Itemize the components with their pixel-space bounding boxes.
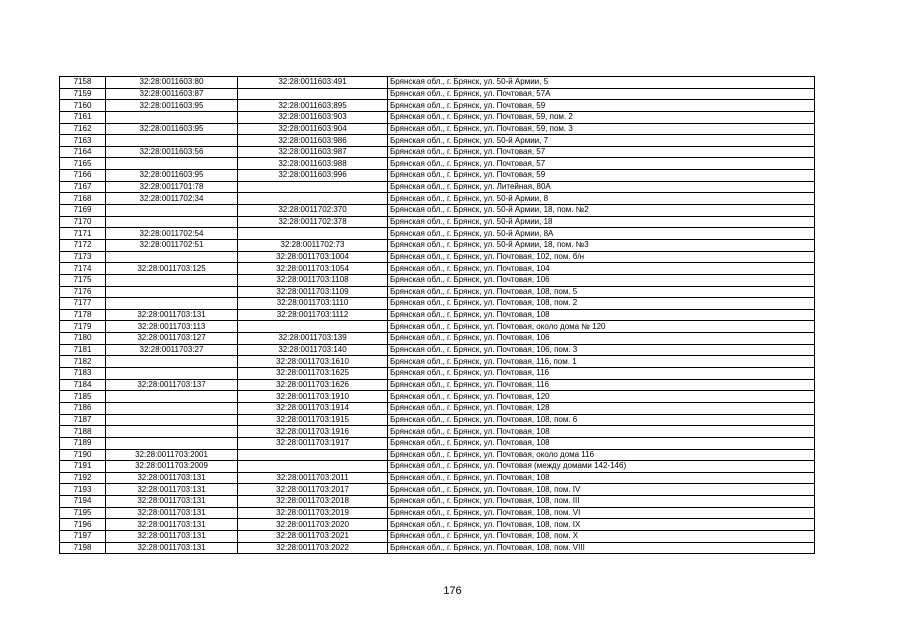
address-cell: Брянская обл., г. Брянск, ул. Почтовая, 108, пом. III	[388, 496, 815, 508]
table-row	[60, 356, 815, 368]
land-cadastral-number-cell: 32:28:0011603:95	[106, 100, 238, 112]
table-row	[60, 507, 815, 519]
row-number-cell: 7163	[60, 135, 106, 147]
row-number-cell: 7162	[60, 123, 106, 135]
address-cell: Брянская обл., г. Брянск, ул. Почтовая, 116, пом. 1	[388, 356, 815, 368]
address-cell: Брянская обл., г. Брянск, ул. Почтовая, 128	[388, 402, 815, 414]
object-cadastral-number-cell: 32:28:0011703:1916	[238, 426, 388, 438]
table-row	[60, 77, 815, 89]
land-cadastral-number-cell	[106, 274, 238, 286]
object-cadastral-number-cell: 32:28:0011703:1109	[238, 286, 388, 298]
table-row	[60, 286, 815, 298]
land-cadastral-number-cell	[106, 216, 238, 228]
table-row	[60, 274, 815, 286]
object-cadastral-number-cell: 32:28:0011603:988	[238, 158, 388, 170]
address-cell: Брянская обл., г. Брянск, ул. Почтовая, 108	[388, 426, 815, 438]
object-cadastral-number-cell: 32:28:0011703:2018	[238, 496, 388, 508]
table-row	[60, 414, 815, 426]
address-cell: Брянская обл., г. Брянск, ул. Почтовая, 116	[388, 368, 815, 380]
object-cadastral-number-cell: 32:28:0011703:2011	[238, 472, 388, 484]
address-cell: Брянская обл., г. Брянск, ул. 50-й Армии, 7	[388, 135, 815, 147]
address-cell: Брянская обл., г. Брянск, ул. Почтовая, 108, пом. 6	[388, 414, 815, 426]
table-row	[60, 251, 815, 263]
address-cell: Брянская обл., г. Брянск, ул. Почтовая, 106, пом. 3	[388, 344, 815, 356]
object-cadastral-number-cell	[238, 228, 388, 240]
table-row	[60, 437, 815, 449]
land-cadastral-number-cell: 32:28:0011703:137	[106, 379, 238, 391]
table-row	[60, 449, 815, 461]
object-cadastral-number-cell: 32:28:0011703:1110	[238, 298, 388, 310]
address-cell: Брянская обл., г. Брянск, ул. Почтовая, 59	[388, 170, 815, 182]
row-number-cell: 7167	[60, 181, 106, 193]
row-number-cell: 7190	[60, 449, 106, 461]
address-cell: Брянская обл., г. Брянск, ул. Почтовая, 106	[388, 274, 815, 286]
row-number-cell: 7192	[60, 472, 106, 484]
land-cadastral-number-cell	[106, 205, 238, 217]
row-number-cell: 7196	[60, 519, 106, 531]
address-cell: Брянская обл., г. Брянск, ул. Почтовая, 108	[388, 472, 815, 484]
table-row	[60, 228, 815, 240]
registry-table-body	[60, 77, 815, 554]
row-number-cell: 7166	[60, 170, 106, 182]
land-cadastral-number-cell: 32:28:0011703:127	[106, 333, 238, 345]
object-cadastral-number-cell: 32:28:0011703:140	[238, 344, 388, 356]
table-row	[60, 344, 815, 356]
row-number-cell: 7175	[60, 274, 106, 286]
object-cadastral-number-cell: 32:28:0011702:73	[238, 239, 388, 251]
object-cadastral-number-cell	[238, 321, 388, 333]
address-cell: Брянская обл., г. Брянск, ул. Почтовая, 108, пом. X	[388, 530, 815, 542]
table-row	[60, 135, 815, 147]
table-row	[60, 530, 815, 542]
row-number-cell: 7176	[60, 286, 106, 298]
object-cadastral-number-cell: 32:28:0011603:895	[238, 100, 388, 112]
row-number-cell: 7169	[60, 205, 106, 217]
object-cadastral-number-cell	[238, 449, 388, 461]
table-row	[60, 158, 815, 170]
object-cadastral-number-cell: 32:28:0011603:987	[238, 146, 388, 158]
row-number-cell: 7173	[60, 251, 106, 263]
land-cadastral-number-cell: 32:28:0011603:56	[106, 146, 238, 158]
row-number-cell: 7182	[60, 356, 106, 368]
object-cadastral-number-cell: 32:28:0011603:996	[238, 170, 388, 182]
land-cadastral-number-cell	[106, 298, 238, 310]
object-cadastral-number-cell: 32:28:0011603:986	[238, 135, 388, 147]
table-row	[60, 321, 815, 333]
address-cell: Брянская обл., г. Брянск, ул. 50-й Армии, 5	[388, 77, 815, 89]
table-row	[60, 519, 815, 531]
land-cadastral-number-cell: 32:28:0011703:2009	[106, 461, 238, 473]
object-cadastral-number-cell: 32:28:0011603:904	[238, 123, 388, 135]
object-cadastral-number-cell: 32:28:0011703:1626	[238, 379, 388, 391]
land-cadastral-number-cell: 32:28:0011703:131	[106, 530, 238, 542]
address-cell: Брянская обл., г. Брянск, ул. Почтовая (между домами 142-146)	[388, 461, 815, 473]
table-row	[60, 88, 815, 100]
object-cadastral-number-cell: 32:28:0011603:491	[238, 77, 388, 89]
land-cadastral-number-cell: 32:28:0011603:95	[106, 170, 238, 182]
row-number-cell: 7189	[60, 437, 106, 449]
row-number-cell: 7185	[60, 391, 106, 403]
object-cadastral-number-cell: 32:28:0011703:1910	[238, 391, 388, 403]
row-number-cell: 7195	[60, 507, 106, 519]
table-row	[60, 484, 815, 496]
object-cadastral-number-cell: 32:28:0011703:2020	[238, 519, 388, 531]
object-cadastral-number-cell: 32:28:0011703:139	[238, 333, 388, 345]
table-row	[60, 100, 815, 112]
land-cadastral-number-cell: 32:28:0011703:113	[106, 321, 238, 333]
row-number-cell: 7197	[60, 530, 106, 542]
address-cell: Брянская обл., г. Брянск, ул. Почтовая, 108, пом. VIII	[388, 542, 815, 554]
page-number: 176	[443, 585, 462, 597]
address-cell: Брянская обл., г. Брянск, ул. 50-й Армии, 8	[388, 193, 815, 205]
land-cadastral-number-cell: 32:28:0011702:51	[106, 239, 238, 251]
address-cell: Брянская обл., г. Брянск, ул. Почтовая, около дома 116	[388, 449, 815, 461]
row-number-cell: 7186	[60, 402, 106, 414]
table-row	[60, 181, 815, 193]
address-cell: Брянская обл., г. Брянск, ул. Почтовая, 57А	[388, 88, 815, 100]
table-row	[60, 368, 815, 380]
land-cadastral-number-cell: 32:28:0011703:131	[106, 484, 238, 496]
object-cadastral-number-cell: 32:28:0011703:1915	[238, 414, 388, 426]
address-cell: Брянская обл., г. Брянск, ул. Почтовая, 108	[388, 437, 815, 449]
land-cadastral-number-cell	[106, 414, 238, 426]
object-cadastral-number-cell: 32:28:0011703:1625	[238, 368, 388, 380]
row-number-cell: 7188	[60, 426, 106, 438]
land-cadastral-number-cell: 32:28:0011703:131	[106, 519, 238, 531]
land-cadastral-number-cell	[106, 356, 238, 368]
address-cell: Брянская обл., г. Брянск, ул. 50-й Армии, 18	[388, 216, 815, 228]
object-cadastral-number-cell: 32:28:0011703:1914	[238, 402, 388, 414]
object-cadastral-number-cell: 32:28:0011703:1108	[238, 274, 388, 286]
table-row	[60, 379, 815, 391]
land-cadastral-number-cell: 32:28:0011703:131	[106, 542, 238, 554]
row-number-cell: 7179	[60, 321, 106, 333]
address-cell: Брянская обл., г. Брянск, ул. Почтовая, 106	[388, 333, 815, 345]
object-cadastral-number-cell: 32:28:0011703:2019	[238, 507, 388, 519]
land-cadastral-number-cell: 32:28:0011703:131	[106, 472, 238, 484]
address-cell: Брянская обл., г. Брянск, ул. Почтовая, 59	[388, 100, 815, 112]
land-cadastral-number-cell: 32:28:0011703:131	[106, 496, 238, 508]
table-row	[60, 333, 815, 345]
address-cell: Брянская обл., г. Брянск, ул. Почтовая, 120	[388, 391, 815, 403]
row-number-cell: 7181	[60, 344, 106, 356]
object-cadastral-number-cell	[238, 181, 388, 193]
row-number-cell: 7172	[60, 239, 106, 251]
table-row	[60, 298, 815, 310]
address-cell: Брянская обл., г. Брянск, ул. Почтовая, 108, пом. IV	[388, 484, 815, 496]
address-cell: Брянская обл., г. Брянск, ул. Почтовая, 59, пом. 2	[388, 111, 815, 123]
table-row	[60, 496, 815, 508]
land-cadastral-number-cell: 32:28:0011703:125	[106, 263, 238, 275]
address-cell: Брянская обл., г. Брянск, ул. Почтовая, 108, пом. VI	[388, 507, 815, 519]
table-row	[60, 146, 815, 158]
address-cell: Брянская обл., г. Брянск, ул. 50-й Армии, 8А	[388, 228, 815, 240]
row-number-cell: 7180	[60, 333, 106, 345]
row-number-cell: 7183	[60, 368, 106, 380]
land-cadastral-number-cell: 32:28:0011603:80	[106, 77, 238, 89]
object-cadastral-number-cell: 32:28:0011703:1054	[238, 263, 388, 275]
table-row	[60, 391, 815, 403]
row-number-cell: 7158	[60, 77, 106, 89]
object-cadastral-number-cell	[238, 88, 388, 100]
table-row	[60, 542, 815, 554]
address-cell: Брянская обл., г. Брянск, ул. Почтовая, около дома № 120	[388, 321, 815, 333]
row-number-cell: 7191	[60, 461, 106, 473]
table-row	[60, 402, 815, 414]
table-row	[60, 193, 815, 205]
row-number-cell: 7174	[60, 263, 106, 275]
object-cadastral-number-cell: 32:28:0011703:2017	[238, 484, 388, 496]
row-number-cell: 7187	[60, 414, 106, 426]
land-cadastral-number-cell: 32:28:0011603:87	[106, 88, 238, 100]
row-number-cell: 7159	[60, 88, 106, 100]
row-number-cell: 7164	[60, 146, 106, 158]
table-row	[60, 111, 815, 123]
table-row	[60, 205, 815, 217]
address-cell: Брянская обл., г. Брянск, ул. Почтовая, 108, пом. 5	[388, 286, 815, 298]
registry-table	[59, 76, 815, 554]
land-cadastral-number-cell	[106, 391, 238, 403]
object-cadastral-number-cell: 32:28:0011703:2022	[238, 542, 388, 554]
land-cadastral-number-cell	[106, 437, 238, 449]
land-cadastral-number-cell	[106, 368, 238, 380]
table-row	[60, 263, 815, 275]
row-number-cell: 7178	[60, 309, 106, 321]
object-cadastral-number-cell	[238, 461, 388, 473]
land-cadastral-number-cell: 32:28:0011703:27	[106, 344, 238, 356]
table-row	[60, 123, 815, 135]
land-cadastral-number-cell: 32:28:0011701:78	[106, 181, 238, 193]
row-number-cell: 7177	[60, 298, 106, 310]
object-cadastral-number-cell: 32:28:0011603:903	[238, 111, 388, 123]
row-number-cell: 7171	[60, 228, 106, 240]
object-cadastral-number-cell: 32:28:0011703:1610	[238, 356, 388, 368]
object-cadastral-number-cell: 32:28:0011703:1917	[238, 437, 388, 449]
row-number-cell: 7193	[60, 484, 106, 496]
row-number-cell: 7168	[60, 193, 106, 205]
address-cell: Брянская обл., г. Брянск, ул. Почтовая, 108	[388, 309, 815, 321]
table-row	[60, 309, 815, 321]
land-cadastral-number-cell: 32:28:0011703:131	[106, 507, 238, 519]
address-cell: Брянская обл., г. Брянск, ул. 50-й Армии, 18, пом. №3	[388, 239, 815, 251]
object-cadastral-number-cell: 32:28:0011702:370	[238, 205, 388, 217]
land-cadastral-number-cell: 32:28:0011702:34	[106, 193, 238, 205]
object-cadastral-number-cell: 32:28:0011703:1004	[238, 251, 388, 263]
land-cadastral-number-cell	[106, 402, 238, 414]
object-cadastral-number-cell	[238, 193, 388, 205]
land-cadastral-number-cell	[106, 251, 238, 263]
object-cadastral-number-cell: 32:28:0011703:1112	[238, 309, 388, 321]
table-row	[60, 239, 815, 251]
land-cadastral-number-cell: 32:28:0011702:54	[106, 228, 238, 240]
land-cadastral-number-cell	[106, 158, 238, 170]
address-cell: Брянская обл., г. Брянск, ул. Почтовая, 108, пом. IX	[388, 519, 815, 531]
table-row	[60, 426, 815, 438]
address-cell: Брянская обл., г. Брянск, ул. 50-й Армии, 18, пом. №2	[388, 205, 815, 217]
object-cadastral-number-cell: 32:28:0011703:2021	[238, 530, 388, 542]
address-cell: Брянская обл., г. Брянск, ул. Почтовая, 116	[388, 379, 815, 391]
address-cell: Брянская обл., г. Брянск, ул. Почтовая, 59, пом. 3	[388, 123, 815, 135]
table-row	[60, 170, 815, 182]
land-cadastral-number-cell	[106, 426, 238, 438]
address-cell: Брянская обл., г. Брянск, ул. Почтовая, 57	[388, 146, 815, 158]
table-row	[60, 472, 815, 484]
table-row	[60, 216, 815, 228]
row-number-cell: 7165	[60, 158, 106, 170]
row-number-cell: 7160	[60, 100, 106, 112]
land-cadastral-number-cell	[106, 111, 238, 123]
address-cell: Брянская обл., г. Брянск, ул. Почтовая, 57	[388, 158, 815, 170]
address-cell: Брянская обл., г. Брянск, ул. Литейная, 80А	[388, 181, 815, 193]
row-number-cell: 7184	[60, 379, 106, 391]
row-number-cell: 7161	[60, 111, 106, 123]
land-cadastral-number-cell	[106, 135, 238, 147]
row-number-cell: 7198	[60, 542, 106, 554]
land-cadastral-number-cell: 32:28:0011703:131	[106, 309, 238, 321]
row-number-cell: 7194	[60, 496, 106, 508]
address-cell: Брянская обл., г. Брянск, ул. Почтовая, 104	[388, 263, 815, 275]
table-row	[60, 461, 815, 473]
object-cadastral-number-cell: 32:28:0011702:378	[238, 216, 388, 228]
land-cadastral-number-cell: 32:28:0011703:2001	[106, 449, 238, 461]
address-cell: Брянская обл., г. Брянск, ул. Почтовая, 102, пом. б/н	[388, 251, 815, 263]
address-cell: Брянская обл., г. Брянск, ул. Почтовая, 108, пом. 2	[388, 298, 815, 310]
land-cadastral-number-cell: 32:28:0011603:95	[106, 123, 238, 135]
land-cadastral-number-cell	[106, 286, 238, 298]
row-number-cell: 7170	[60, 216, 106, 228]
